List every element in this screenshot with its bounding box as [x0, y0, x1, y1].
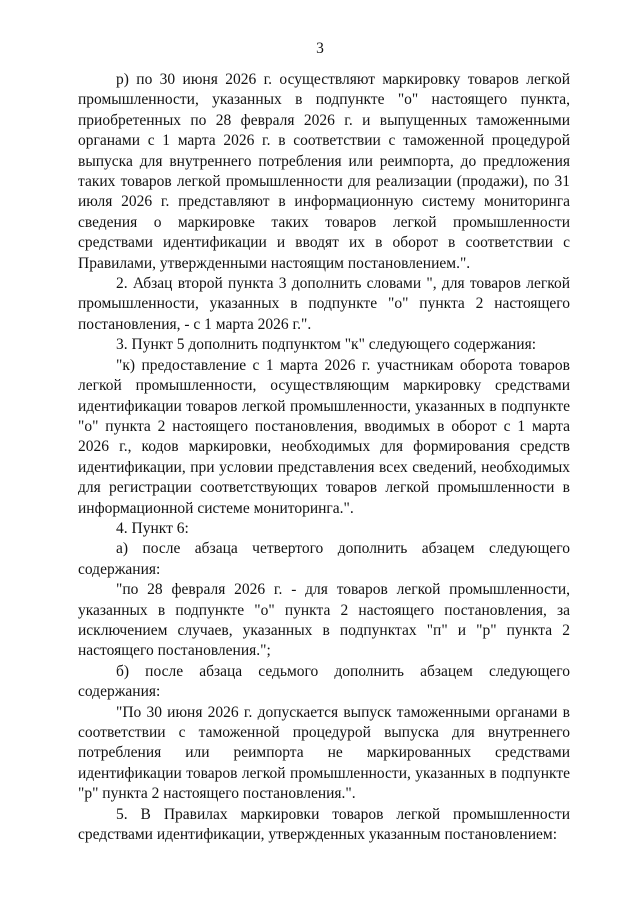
paragraph-item-3: 3. Пункт 5 дополнить подпунктом "к" следующего содержания:	[116, 336, 537, 354]
paragraph-item-2: 2. Абзац второй пункта 3 дополнить словами ", для товаров легкой промышленности, указанных в подпункте "о" пункта 2 настоящего постановления, - с 1 марта 2026 г.".	[78, 275, 570, 333]
document-body	[78, 70, 570, 845]
page-number: 3	[316, 40, 324, 57]
paragraph-item-5: 5. В Правилах маркировки товаров легкой промышленности средствами идентификации, утвержденных указанным постановлением:	[78, 805, 570, 844]
paragraph-subitem-b: б) после абзаца седьмого дополнить абзацем следующего содержания:	[78, 662, 570, 701]
paragraph-subitem-r: р) по 30 июня 2026 г. осуществляют маркировку товаров легкой промышленности, указанных в подпункте "о" настоящего пункта, приобретенных по 28 февраля 2026 г. и выпущенных таможенными органами с 1 марта 2026 г. в соответствии с таможенной процедурой выпуска для внутреннего потребления или реимпорта, до предложения таких товаров легкой промышленности для реализации (продажи), по 31 июля 2026 г. представляют в информационную систему мониторинга сведения о маркировке таких товаров легкой промышленности средствами идентификации и вводят их в оборот в соответствии с Правилами, утвержденными настоящим постановлением.".	[78, 71, 570, 272]
paragraph-quote-b: "По 30 июня 2026 г. допускается выпуск таможенными органами в соответствии с таможенной процедурой выпуска для внутреннего потребления или реимпорта не маркированных средствами идентификации товаров легкой промышленности, указанных в подпункте "р" пункта 2 настоящего постановления.".	[78, 703, 570, 803]
paragraph-subitem-a: а) после абзаца четвертого дополнить абзацем следующего содержания:	[78, 540, 570, 578]
paragraph-subitem-k: "к) предоставление с 1 марта 2026 г. участникам оборота товаров легкой промышленности, осуществляющим маркировку средствами идентификации товаров легкой промышленности, указанных в подпункте "о" пункта 2 настоящего постановления, вводимых в оборот с 1 марта 2026 г., кодов маркировки, необходимых для формирования средств идентификации, при условии представления всех сведений, необходимых для регистрации соответствующих товаров легкой промышленности в информационной системе мониторинга.".	[78, 356, 570, 517]
paragraph-quote-a: "по 28 февраля 2026 г. - для товаров легкой промышленности, указанных в подпункте "о" пункта 2 настоящего постановления, за исключением случаев, указанных в подпунктах "п" и "р" пункта 2 настоящего постановления.";	[78, 581, 570, 660]
paragraph-item-4: 4. Пункт 6:	[116, 519, 189, 537]
